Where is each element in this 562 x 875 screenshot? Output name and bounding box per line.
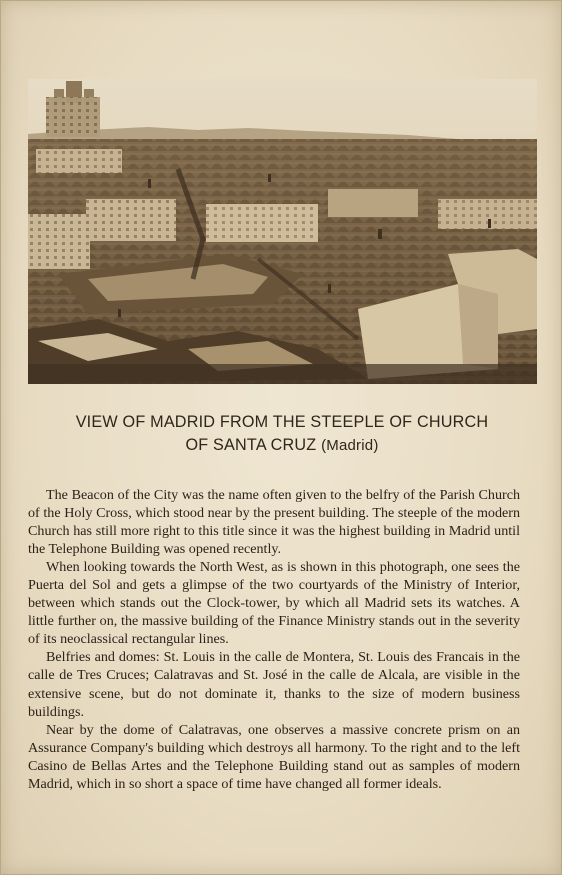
caption-title xyxy=(11,411,553,457)
paragraph-north-west: When looking towards the North West, as is shown in this photograph, one sees the Puerta del Sol and gets a glimpse of the two courtyards of the Ministry of Interior, between which stands out the Clock-tower, by which all Madrid sets its watches. A little further on, the massive building of the Finance Ministry stands out in the severity of its neoclassical rectangular lines. xyxy=(28,559,520,648)
paragraph-belfries: Belfries and domes: St. Louis in the calle de Montera, St. Louis des Francais in the calle de Tres Cruces; Calatravas and St. José in the calle de Alcala, are visible in the extensive scene, but do not dominate it, thanks to the size of modern business buildings. xyxy=(28,649,520,720)
caption-title-line2 xyxy=(11,434,553,457)
caption-title-line1: VIEW OF MADRID FROM THE STEEPLE OF CHURCH xyxy=(75,413,489,431)
paragraph-calatravas: Near by the dome of Calatravas, one observes a massive concrete prism on an Assurance Company's building which destroys all harmony. To the right and to the left Casino de Bellas Artes and the Telephone Building stand out as samples of modern Madrid, which in so short a space of time have changed all former ideals. xyxy=(28,721,520,792)
city-photograph xyxy=(28,79,537,384)
description-text xyxy=(28,486,520,793)
city-photograph-illustration xyxy=(28,79,537,384)
paragraph-beacon: The Beacon of the City was the name often given to the belfry of the Parish Church of the Holy Cross, which stood near by the present building. The steeple of the modern Church has still more right to this title since it was the highest building in Madrid until the Telephone Building was opened recently. xyxy=(28,487,520,558)
caption-title-place: OF SANTA CRUZ xyxy=(185,436,317,454)
caption-title-city: (Madrid) xyxy=(321,437,379,454)
